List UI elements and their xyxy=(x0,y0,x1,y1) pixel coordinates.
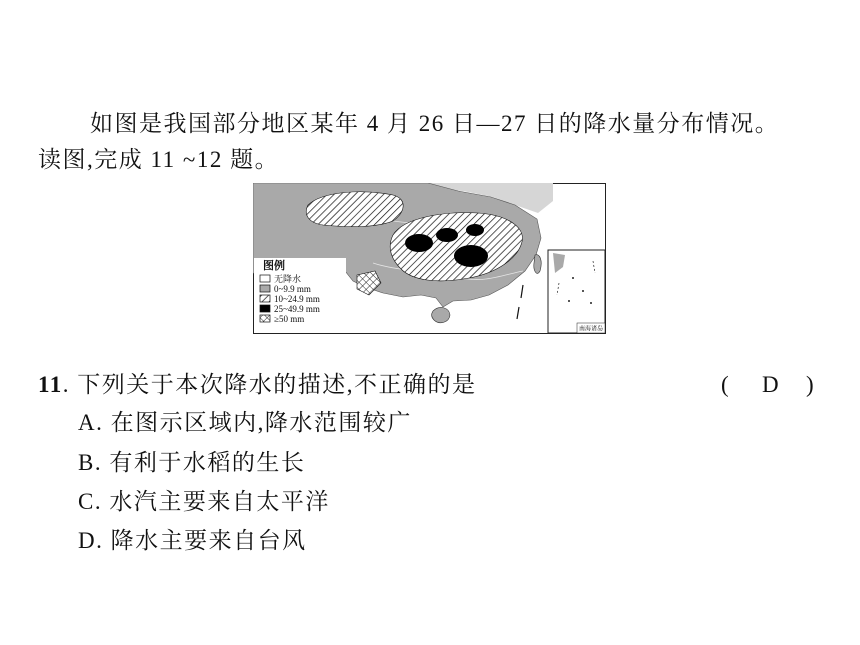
intro-line-2: 读图,完成 11 ~12 题。 xyxy=(38,147,280,172)
inset-island xyxy=(572,277,574,279)
legend-label: 0~9.9 mm xyxy=(274,284,311,294)
question-stem xyxy=(38,371,476,399)
intro-line-1: 如图是我国部分地区某年 4 月 26 日—27 日的降水量分布情况。 xyxy=(90,111,780,136)
legend-swatch-gray xyxy=(260,285,270,292)
question-text: . 下列关于本次降水的描述,不正确的是 xyxy=(62,372,477,397)
answer-open-paren: ( xyxy=(721,372,731,397)
legend-label: 无降水 xyxy=(274,274,302,284)
inset-island xyxy=(590,302,592,304)
legend-swatch-black xyxy=(260,305,270,312)
inset-island xyxy=(568,300,570,302)
legend-swatch-none xyxy=(260,275,270,282)
precipitation-map xyxy=(253,183,606,334)
legend-swatch-hatch xyxy=(260,295,270,302)
heavy-rain-blob xyxy=(405,234,433,252)
option-c: C. 水汽主要来自太平洋 xyxy=(78,489,330,514)
question-number: 11 xyxy=(38,372,63,397)
legend-label: 10~24.9 mm xyxy=(274,294,320,304)
hainan-island xyxy=(432,308,450,323)
inset-island xyxy=(582,290,584,292)
legend-label: ≥50 mm xyxy=(274,314,305,324)
taiwan-island xyxy=(534,255,541,274)
heavy-rain-blob xyxy=(454,245,488,267)
answer-close-paren: ) xyxy=(806,372,816,397)
heavy-rain-blob xyxy=(466,224,484,236)
heavy-rain-blob xyxy=(436,228,458,242)
answer-value: D xyxy=(762,372,781,397)
option-a: A. 在图示区域内,降水范围较广 xyxy=(78,410,412,435)
option-b: B. 有利于水稻的生长 xyxy=(78,450,306,475)
legend-title: 图例 xyxy=(263,260,285,272)
inset-label: 南海诸岛 xyxy=(579,326,604,333)
legend-swatch-cross xyxy=(260,315,270,322)
legend-label: 25~49.9 mm xyxy=(274,304,320,314)
option-d: D. 降水主要来自台风 xyxy=(78,528,307,553)
